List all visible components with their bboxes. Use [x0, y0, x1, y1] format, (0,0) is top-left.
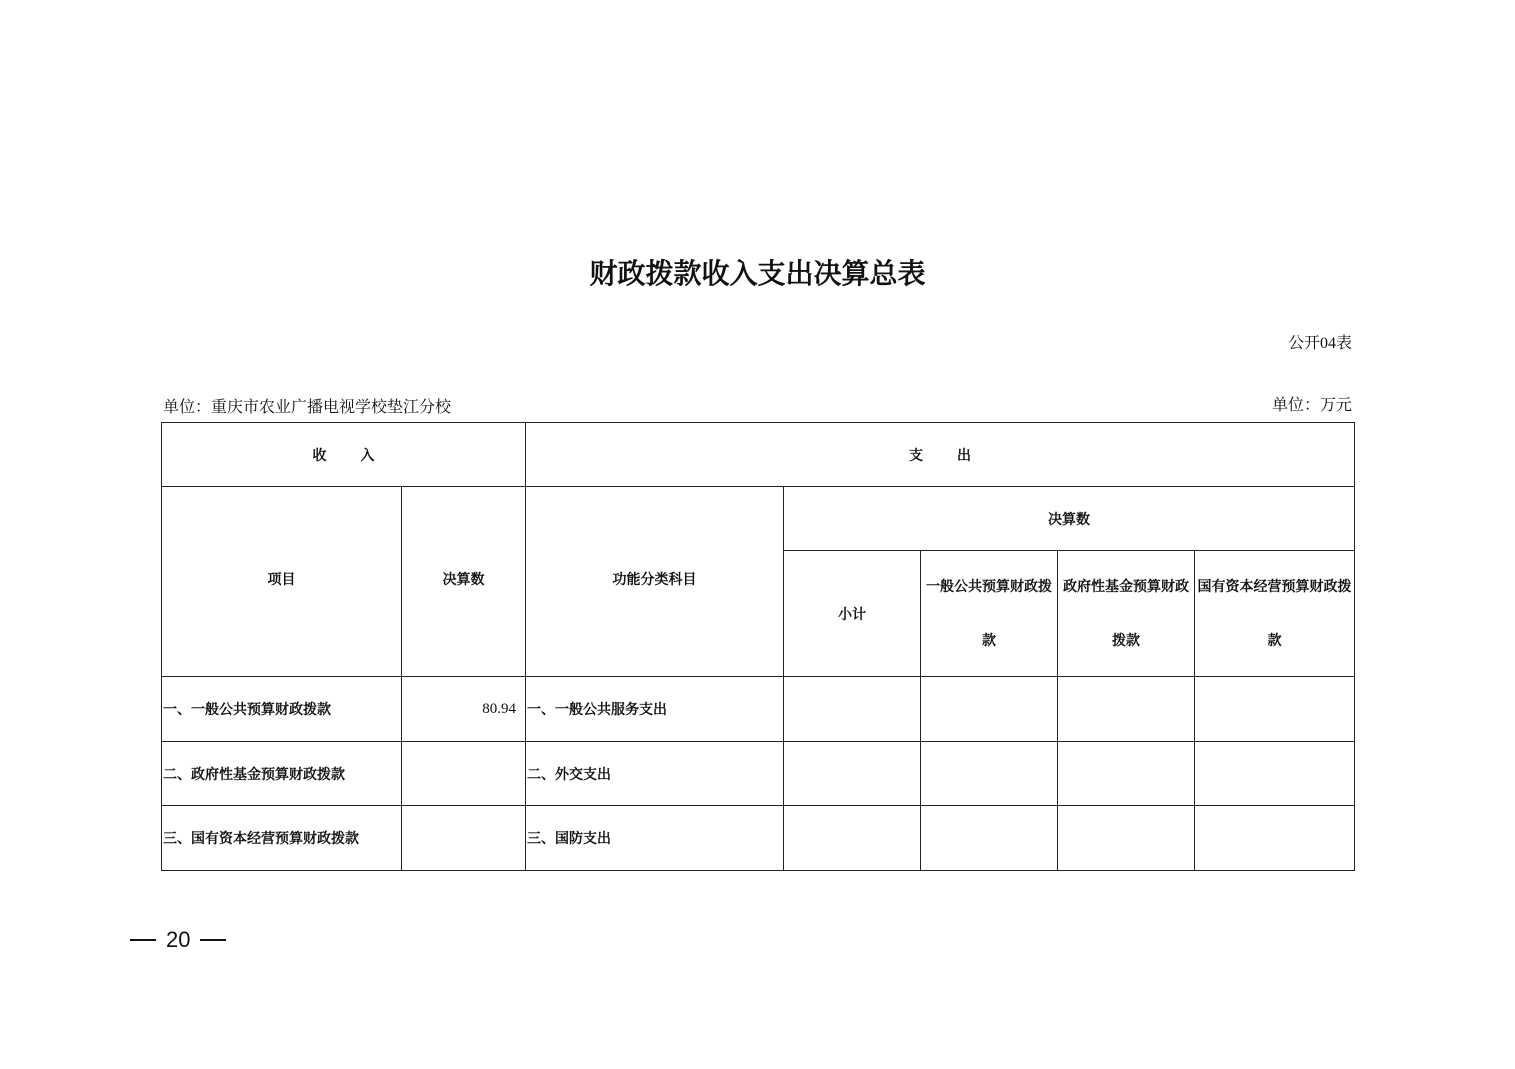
row-item: 一、一般公共预算财政拨款 [162, 677, 402, 742]
page-number [130, 927, 226, 953]
form-code: 公开04表 [1287, 335, 1352, 352]
row-subtotal [784, 742, 921, 806]
table-row [162, 742, 1355, 806]
row-amount: 80.94 [402, 677, 526, 742]
unit-organization: 单位：重庆市农业广播电视学校垫江分校 [163, 399, 452, 416]
function-category-header [526, 487, 784, 677]
row-capital [1195, 742, 1355, 806]
settlement-header: 决算数 [784, 487, 1355, 551]
page-title: 财政拨款收入支出决算总表 [589, 257, 926, 290]
expense-header: 支出 [526, 423, 1355, 487]
amount-header-label: 决算数 [442, 571, 485, 588]
page-number-value: 20 [166, 927, 191, 952]
row-capital [1195, 806, 1355, 871]
row-subtotal [784, 677, 921, 742]
row-item: 二、政府性基金预算财政拨款 [162, 742, 402, 806]
row-item: 三、国有资本经营预算财政拨款 [162, 806, 402, 871]
header-row-2 [162, 487, 1355, 551]
row-category: 一、一般公共服务支出 [526, 677, 784, 742]
unit-currency: 单位：万元 [1271, 397, 1352, 414]
row-general [921, 742, 1058, 806]
row-category: 二、外交支出 [526, 742, 784, 806]
general-budget-header: 一般公共预算财政拨款 [921, 551, 1058, 677]
row-subtotal [784, 806, 921, 871]
header-row-1 [162, 423, 1355, 487]
gov-fund-header: 政府性基金预算财政拨款 [1058, 551, 1195, 677]
subtotal-header: 小计 [784, 551, 921, 677]
row-general [921, 677, 1058, 742]
row-category: 三、国防支出 [526, 806, 784, 871]
amount-header [402, 487, 526, 677]
item-header-label: 项目 [267, 571, 296, 588]
dash-right [200, 939, 226, 941]
row-fund [1058, 677, 1195, 742]
table-row [162, 677, 1355, 742]
function-category-header-label: 功能分类科目 [612, 571, 697, 588]
row-amount [402, 742, 526, 806]
state-capital-header: 国有资本经营预算财政拨款 [1195, 551, 1355, 677]
row-fund [1058, 806, 1195, 871]
income-header: 收入 [162, 423, 526, 487]
table-row [162, 806, 1355, 871]
row-amount [402, 806, 526, 871]
row-fund [1058, 742, 1195, 806]
row-general [921, 806, 1058, 871]
item-header [162, 487, 402, 677]
row-capital [1195, 677, 1355, 742]
fiscal-summary-table [161, 422, 1355, 871]
dash-left [130, 939, 156, 941]
